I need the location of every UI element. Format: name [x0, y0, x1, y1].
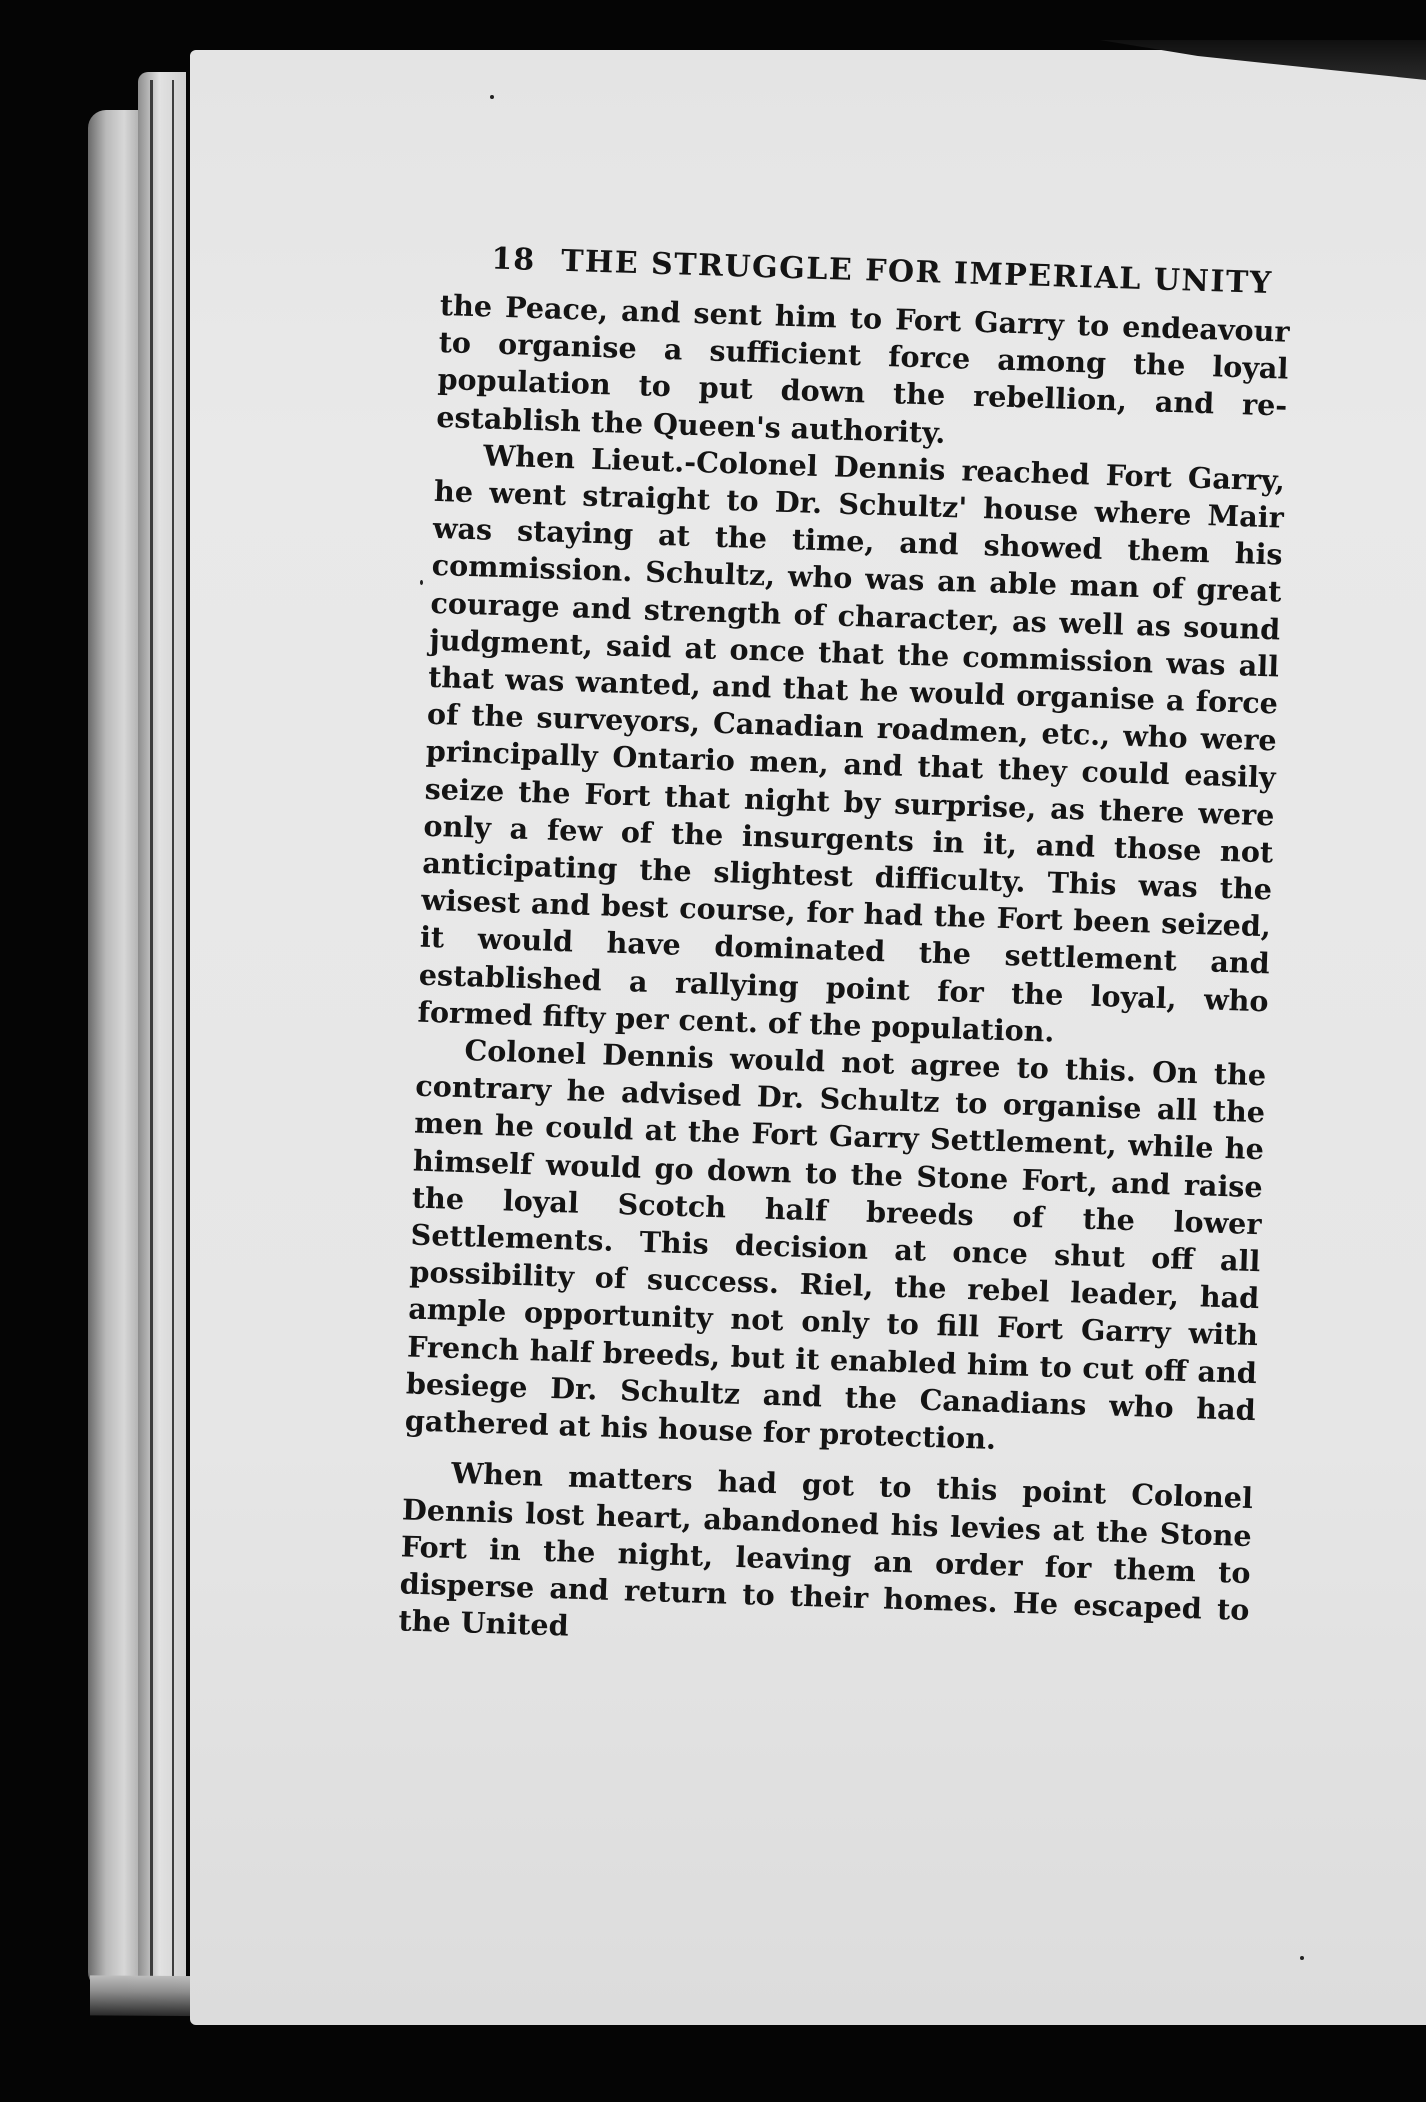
paragraph: the Peace, and sent him to Fort Garry to endeavour to organise a sufficient force among the loyal population to put down the rebellion, and re-establish the Queen's authority. [435, 287, 1291, 450]
dust-speck [490, 95, 494, 99]
dust-speck [1300, 1956, 1304, 1960]
page-edge-line [172, 80, 174, 1980]
page-stack-edge [138, 72, 186, 2002]
page-number: 18 [490, 241, 536, 278]
dust-speck [420, 580, 423, 585]
page-edge-line [150, 80, 153, 1980]
paragraph: When Lieut.-Colonel Dennis reached Fort Garry, he went straight to Dr. Schultz' house where Mair was staying at the time, and showed them his commission. Schultz, who was an able man of great courage and strength of character, as well as sound judgment, said at once that the commission was all that was wanted, and that he would organise a force of the surveyors, Canadian roadmen, etc., who were principally Ontario men, and that they could easily seize the Fort that night by surprise, as there were only a few of the insurgents in it, and those not anticipating the slightest difficulty. This was the wisest and best course, for had the Fort been seized, it would have dominated the settlement and established a rallying point for the loyal, who formed fifty per cent. of the population. [417, 438, 1286, 1049]
running-head-title: THE STRUGGLE FOR IMPERIAL UNITY [560, 243, 1274, 302]
paragraph: Colonel Dennis would not agree to this. On the contrary he advised Dr. Schultz to organise all the men he could at the Fort Garry Settlement, while he himself would go down to the Stone Fort, and raise the loyal Scotch half breeds of the lower Settlements. This decision at once shut off all possibility of success. Riel, the rebel leader, had ample opportunity not only to fill Fort Garry with French half breeds, but it enabled him to cut off and besiege Dr. Schultz and the Canadians who had gathered at his house for protection. [404, 1033, 1267, 1457]
paragraph: When matters had got to this point Colonel Dennis lost heart, abandoned his levies at the Stone Fort in the night, leaving an order for them to disperse and return to their homes. He escaped to the United [398, 1456, 1254, 1643]
page-text [398, 240, 1292, 1666]
